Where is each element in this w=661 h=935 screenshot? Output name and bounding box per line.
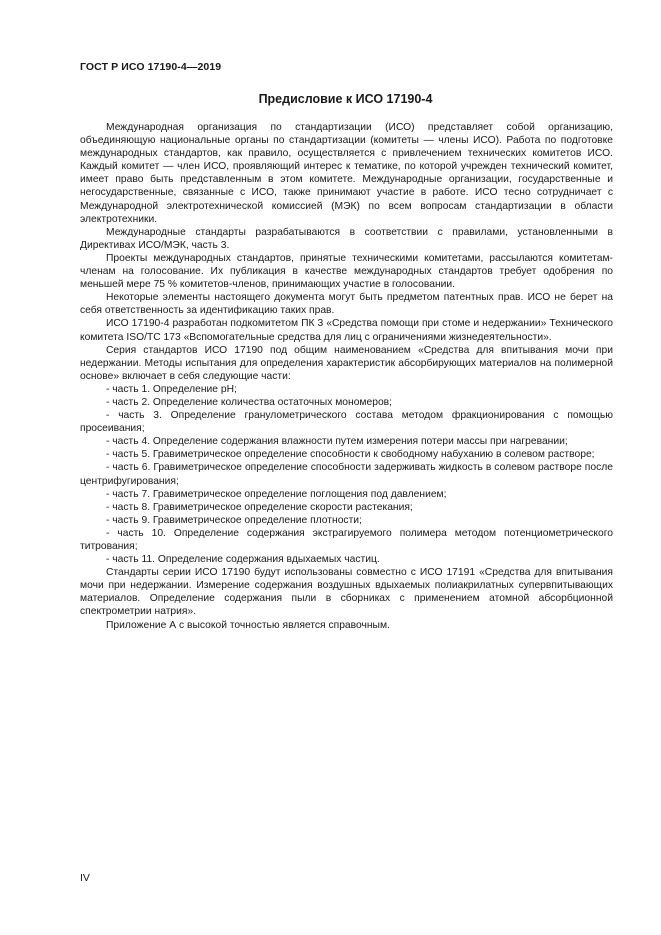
paragraph-series: Серия стандартов ИСО 17190 под общим наименованием «Средства для впитывания мочи при недержании. Методы испытания для определения характеристик абсорбирующих материалов на полимерной основе» включает в себя следующие части:: [80, 344, 613, 382]
list-item-part-4: - часть 4. Определение содержания влажности путем измерения потери массы при нагревании;: [106, 436, 568, 448]
paragraph-related-standard: Стандарты серии ИСО 17190 будут использованы совместно с ИСО 17191 «Средства для впитывания мочи при недержании. Измерение содержания воздушных вдыхаемых полиакрилатных супервпитывающих материалов. Определение содержания пыли в сборниках с применением атомной абсорбционной спектрометрии натрия».: [80, 567, 613, 618]
list-item-part-7: - часть 7. Гравиметрическое определение поглощения под давлением;: [106, 488, 447, 500]
list-item-part-1: - часть 1. Определение pH;: [106, 383, 237, 395]
document-body: [80, 121, 613, 632]
list-item-part-3: - часть 3. Определение гранулометрического состава методом фракционирования с помощью просеивания;: [80, 410, 613, 435]
paragraph-drafts: Проекты международных стандартов, принятые техническими комитетами, рассылаются комитетам-членам на голосование. Их публикация в качестве международных стандартов требует одобрения по меньшей мере 75 % комитетов-членов, принимающих участие в голосовании.: [80, 252, 613, 291]
paragraph-directives: Международные стандарты разрабатываются в соответствии с правилами, установленными в Директивах ИСО/МЭК, часть 3.: [80, 226, 613, 251]
document-header: ГОСТ Р ИСО 17190-4—2019: [80, 61, 222, 73]
list-item-part-5: - часть 5. Гравиметрическое определение способности к свободному набуханию в солевом растворе;: [106, 449, 595, 461]
list-item-part-2: - часть 2. Определение количества остаточных мономеров;: [106, 396, 393, 408]
page-title: Предисловие к ИСО 17190-4: [258, 92, 433, 106]
paragraph-developer: ИСО 17190-4 разработан подкомитетом ПК 3 «Средства помощи при стоме и недержании» Технического комитета ISO/TC 173 «Вспомогательные средства для лиц с ограничениями жизнедеятельности».: [80, 318, 613, 343]
list-item-part-11: - часть 11. Определение содержания вдыхаемых частиц.: [106, 554, 380, 566]
paragraph-patents: Некоторые элементы настоящего документа могут быть предметом патентных прав. ИСО не берет на себя ответственность за идентификацию таких прав.: [80, 292, 613, 317]
list-item-part-8: - часть 8. Гравиметрическое определение скорости растекания;: [106, 501, 413, 513]
paragraph-annex: Приложение А с высокой точностью является справочным.: [106, 619, 390, 631]
paragraph-iso-intro: Международная организация по стандартизации (ИСО) представляет собой организацию, объединяющую национальные органы по стандартизации (комитеты — члены ИСО). Работа по подготовке международных стандартов, как правило, осуществляется с привлечением технических комитетов ИСО. Каждый комитет — член ИСО, проявляющий интерес к тематике, по которой учрежден технический комитет, имеет право быть представленным в этом комитете. Международные организации, государственные и негосударственные, связанные с ИСО, также принимают участие в работе. ИСО тесно сотрудничает с Международной электротехнической комиссией (МЭК) по всем вопросам стандартизации в области электротехники.: [80, 122, 613, 225]
list-item-part-6: - часть 6. Гравиметрическое определение способности задерживать жидкость в солевом растворе после центрифугирования;: [80, 462, 613, 487]
list-item-part-9: - часть 9. Гравиметрическое определение плотности;: [106, 514, 362, 526]
page-number: IV: [80, 872, 90, 884]
list-item-part-10: - часть 10. Определение содержания экстрагируемого полимера методом потенциометрического титрования;: [80, 527, 613, 552]
